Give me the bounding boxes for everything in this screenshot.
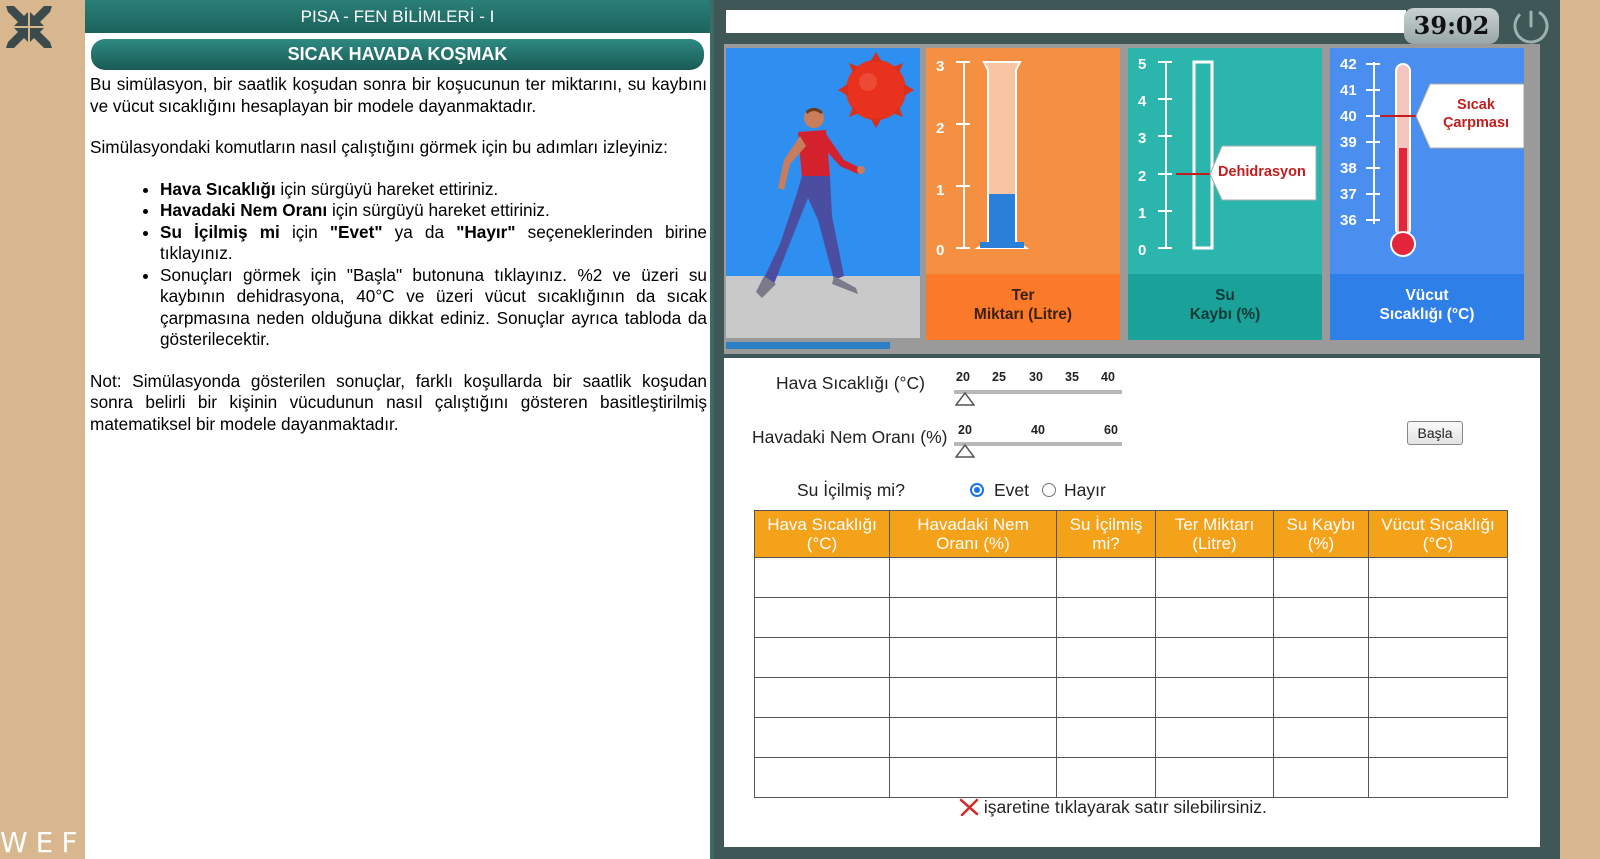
tick-label: 40	[1340, 108, 1357, 125]
table-cell	[1274, 558, 1369, 598]
table-cell	[755, 758, 890, 798]
watermark-logo: WEF	[0, 826, 86, 859]
delete-x-icon	[959, 798, 979, 816]
sweat-gauge	[926, 48, 1120, 340]
note-paragraph: Not: Simülasyonda gösterilen sonuçlar, farklı koşullarda bir saatlik koşudan sonra belirli bir kişinin vücudunun nasıl çalıştığını gösteren basitleştirilmiş matematiksel bir modele dayanmaktadır.	[90, 370, 707, 434]
table-cell	[1369, 558, 1508, 598]
water-loss-bar-icon	[1128, 48, 1322, 274]
progress-bar	[726, 342, 890, 349]
tick-label: 38	[1340, 160, 1357, 177]
table-cell	[1057, 638, 1156, 678]
timer: 39:02	[1404, 8, 1499, 44]
table-cell	[755, 598, 890, 638]
table-cell	[890, 638, 1057, 678]
table-cell	[890, 598, 1057, 638]
tick-label: 41	[1340, 82, 1357, 99]
column-header: Su İçilmiş mi?	[1057, 511, 1156, 558]
water-loss-label: Su Kaybı (%)	[1128, 274, 1322, 340]
table-cell	[1156, 718, 1274, 758]
radio-yes-label[interactable]: Evet	[994, 480, 1030, 500]
steps-intro: Simülasyondaki komutların nasıl çalıştığını görmek için bu adımları izleyiniz:	[90, 137, 668, 157]
top-bar	[726, 10, 1406, 33]
simulation-panel	[714, 0, 1560, 859]
table-cell	[1057, 718, 1156, 758]
tick-label: 42	[1340, 56, 1357, 73]
tick-label: 5	[1138, 56, 1147, 73]
humidity-label: Havadaki Nem Oranı (%)	[752, 427, 948, 447]
table-cell	[1274, 678, 1369, 718]
table-cell	[1369, 638, 1508, 678]
table-cell	[755, 558, 890, 598]
tick-label: 1	[1138, 205, 1147, 222]
tick-label: 36	[1340, 212, 1357, 229]
table-cell	[890, 678, 1057, 718]
list-item: • Havadaki Nem Oranı için sürgüyü hareket ettiriniz.	[160, 200, 707, 222]
intro-paragraph: Bu simülasyon, bir saatlik koşudan sonra bir koşucunun ter miktarını, su kaybını ve vücut sıcaklığını hesaplayan bir modele dayanmaktadır.	[90, 74, 707, 116]
temperature-slider[interactable]	[954, 390, 1122, 394]
tick-label: 39	[1340, 134, 1357, 151]
header-title: PISA - FEN BİLİMLERİ - I	[85, 0, 710, 33]
heatstroke-threshold-label: Sıcak Çarpması	[1442, 97, 1510, 131]
column-header: Havadaki Nem Oranı (%)	[890, 511, 1057, 558]
tick-label: 1	[936, 182, 945, 199]
table-cell	[1057, 758, 1156, 798]
delete-hint	[959, 797, 1267, 818]
sun-icon	[838, 52, 914, 128]
table-cell	[890, 718, 1057, 758]
power-icon[interactable]	[1511, 6, 1551, 46]
tick-label: 0	[936, 242, 945, 259]
table-cell	[755, 638, 890, 678]
table-cell	[1057, 558, 1156, 598]
tick-label: 4	[1138, 93, 1147, 110]
list-item: • Sonuçları görmek için "Başla" butonuna tıklayınız. %2 ve üzeri su kaybının dehidrasyona, 40°C ve üzeri vücut sıcaklığının da sıcak çarpmasına neden olduğuna dikkat ediniz. Sonuçlar ayrıca tabloda da gösterilecektir.	[160, 265, 707, 351]
graduated-cylinder-icon	[926, 48, 1120, 274]
tick-label: 3	[1138, 130, 1147, 147]
table-row	[755, 598, 1508, 638]
table-row	[755, 678, 1508, 718]
section-title: SICAK HAVADA KOŞMAK	[91, 39, 704, 70]
table-row	[755, 718, 1508, 758]
tick-label: 0	[1138, 242, 1147, 259]
instructions-text	[90, 74, 707, 455]
list-item: • Su İçilmiş mi için "Evet" ya da "Hayır" seçeneklerinden birine tıklayınız.	[160, 222, 707, 265]
column-header: Su Kaybı (%)	[1274, 511, 1369, 558]
table-cell	[1274, 598, 1369, 638]
steps-list	[90, 179, 707, 351]
dehydration-threshold-label: Dehidrasyon	[1218, 164, 1306, 180]
water-loss-gauge	[1128, 48, 1322, 340]
temperature-label: Hava Sıcaklığı (°C)	[776, 373, 925, 393]
tick-label: 2	[936, 120, 945, 137]
radio-no[interactable]	[1042, 483, 1056, 497]
table-cell	[1156, 678, 1274, 718]
table-cell	[1369, 598, 1508, 638]
table-cell	[890, 758, 1057, 798]
tick-label: 2	[1138, 168, 1147, 185]
table-cell	[1156, 558, 1274, 598]
table-body	[755, 558, 1508, 798]
column-header: Hava Sıcaklığı (°C)	[755, 511, 890, 558]
table-cell	[1156, 638, 1274, 678]
table-row	[755, 638, 1508, 678]
table-row	[755, 558, 1508, 598]
table-cell	[1274, 638, 1369, 678]
table-header-row	[755, 511, 1508, 558]
table-row	[755, 758, 1508, 798]
thermometer-icon	[1330, 48, 1524, 274]
column-header: Ter Miktarı (Litre)	[1156, 511, 1274, 558]
tick-label: 37	[1340, 186, 1357, 203]
table-cell	[1274, 718, 1369, 758]
results-table	[754, 510, 1508, 798]
table-cell	[1274, 758, 1369, 798]
list-item: • Hava Sıcaklığı için sürgüyü hareket ettiriniz.	[160, 179, 707, 201]
table-cell	[1156, 758, 1274, 798]
delete-hint-text: işaretine tıklayarak satır silebilirsiniz.	[983, 797, 1267, 817]
drink-question-label: Su İçilmiş mi?	[797, 480, 905, 500]
visualization-area	[724, 44, 1540, 354]
body-temperature-label: Vücut Sıcaklığı (°C)	[1330, 274, 1524, 340]
sweat-label: Ter Miktarı (Litre)	[926, 274, 1120, 340]
radio-no-label[interactable]: Hayır	[1064, 480, 1106, 500]
controls-area: Hava Sıcaklığı (°C) 20 25 30 35 40 Havadaki Nem Oranı (%) 20 40 60 Başla Su İçilmiş mi? Evet Hayır Hava Sıcaklığı (°C) Havadaki Nem Oranı (%) Su İçilmiş mi? Ter Miktarı (Litre) Su Kaybı (%) Vücut Sıcaklığı (°C) işaretine tıklayarak satır silebilirsiniz.	[724, 358, 1540, 847]
humidity-slider-thumb[interactable]	[955, 444, 975, 458]
table-cell	[1369, 678, 1508, 718]
start-button[interactable]: Başla	[1407, 421, 1463, 445]
body-temperature-gauge	[1330, 48, 1524, 340]
column-header: Vücut Sıcaklığı (°C)	[1369, 511, 1508, 558]
radio-yes[interactable]	[970, 483, 984, 497]
table-cell	[1369, 758, 1508, 798]
runner-scene	[726, 48, 920, 338]
temperature-slider-thumb[interactable]	[955, 392, 975, 406]
tick-label: 3	[936, 58, 945, 75]
table-cell	[755, 678, 890, 718]
instructions-panel	[85, 0, 714, 859]
humidity-slider[interactable]	[954, 442, 1122, 446]
table-cell	[1057, 598, 1156, 638]
collapse-icon[interactable]	[4, 4, 54, 50]
table-cell	[755, 718, 890, 758]
table-cell	[1057, 678, 1156, 718]
table-cell	[890, 558, 1057, 598]
table-cell	[1156, 598, 1274, 638]
table-cell	[1369, 718, 1508, 758]
